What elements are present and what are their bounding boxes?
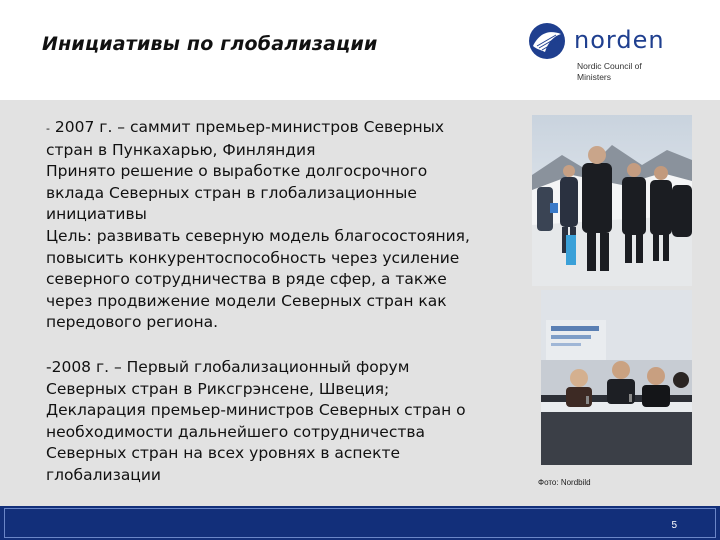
paragraph-line: передового региона. xyxy=(46,313,219,332)
paragraph-line: Северных стран на всех уровнях в аспекте xyxy=(46,444,401,463)
paragraph-line: -2008 г. – Первый глобализационный форум xyxy=(46,358,410,376)
paragraph-2007 xyxy=(46,117,526,334)
forum-photo xyxy=(541,290,692,465)
bullet-dash: - xyxy=(46,122,50,135)
paragraph-line: Северных стран в Рикcгрэнсене, Швеция; xyxy=(46,379,390,398)
slide-title: Инициативы по глобализации xyxy=(42,33,378,55)
norden-logo xyxy=(528,22,688,62)
slide-header xyxy=(0,0,720,100)
summit-photo xyxy=(532,115,692,286)
paragraph-line: инициативы xyxy=(46,205,147,224)
paragraph-line: стран в Пункахарью, Финляндия xyxy=(46,140,316,159)
paragraph-2008 xyxy=(46,357,526,487)
logo-wordmark: norden xyxy=(574,26,665,54)
forum-photo-image xyxy=(541,290,692,465)
summit-photo-image xyxy=(532,115,692,286)
paragraph-line: Декларация премьер-министров Северных стран о xyxy=(46,401,466,420)
slide-footer xyxy=(0,506,720,540)
footer-frame xyxy=(4,508,716,538)
paragraph-line: необходимости дальнейшего сотрудничества xyxy=(46,422,426,441)
paragraph-line: повысить конкурентоспособность через усиление xyxy=(46,248,460,267)
slide-content xyxy=(0,100,720,506)
paragraph-line: через продвижение модели Северных стран как xyxy=(46,291,447,310)
paragraph-line: Цель: развивать северную модель благосостояния, xyxy=(46,226,470,245)
photo-caption: Фото: Nordbild xyxy=(538,478,591,487)
paragraph-line: - 2007 г. – саммит премьер-министров Северных xyxy=(46,118,445,136)
paragraph-line: вклада Северных стран в глобализационные xyxy=(46,183,417,202)
paragraph-line: Принято решение о выработке долгосрочного xyxy=(46,162,428,181)
paragraph-line: глобализации xyxy=(46,465,162,484)
paragraph-line: северного сотрудничества в ряде сфер, а также xyxy=(46,270,447,289)
page-number: 5 xyxy=(671,520,677,531)
logo-subtitle: Nordic Council of Ministers xyxy=(577,61,642,82)
swan-logo-icon xyxy=(528,22,566,60)
